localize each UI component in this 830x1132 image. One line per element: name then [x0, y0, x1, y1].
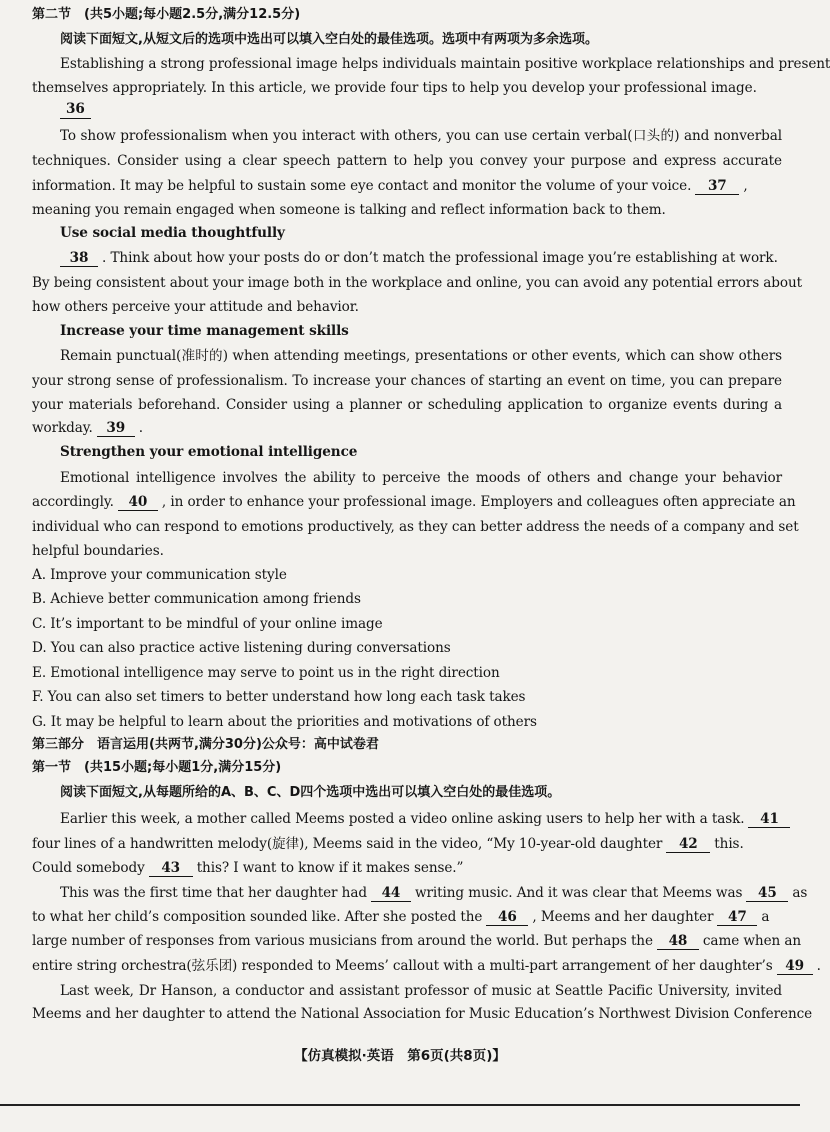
- blank-44: 44: [371, 886, 411, 902]
- bottom-rule: [0, 1104, 800, 1106]
- option-a: A. Improve your communication style: [32, 567, 287, 583]
- blank-47: 47: [717, 910, 757, 926]
- option-c: C. It’s important to be mindful of your online image: [32, 616, 383, 632]
- blank-45: 45: [746, 886, 788, 902]
- option-g: G. It may be helpful to learn about the priorities and motivations of others: [32, 714, 537, 730]
- para-line: Last week, Dr Hanson, a conductor and assistant professor of music at Seattle Pacific University, invited: [60, 983, 782, 999]
- para-line: By being consistent about your image both in the workplace and online, you can avoid any potential errors about: [32, 275, 803, 291]
- text: entire string orchestra(弦乐团) responded to Meems’ callout with a multi-part arrangement of her daughter’s: [32, 958, 773, 974]
- subheading: Strengthen your emotional intelligence: [60, 444, 358, 460]
- text: to what her child’s composition sounded like. After she posted the: [32, 909, 483, 925]
- text: this.: [714, 836, 744, 852]
- section-instruction: 阅读下面短文,从短文后的选项中选出可以填入空白处的最佳选项。选项中有两项为多余选项。: [60, 32, 598, 47]
- para-line: your strong sense of professionalism. To increase your chances of starting an event on time, you can prepare: [32, 373, 782, 389]
- text: This was the first time that her daughter had: [60, 885, 367, 901]
- para-line: Emotional intelligence involves the ability to perceive the moods of others and change your behavior: [60, 470, 782, 486]
- para-line: your materials beforehand. Consider using a planner or scheduling application to organize events during a: [32, 397, 782, 413]
- para-line: techniques. Consider using a clear speech pattern to help you convey your purpose and express accurate: [32, 153, 782, 169]
- para-line: helpful boundaries.: [32, 543, 164, 559]
- para-line: information. It may be helpful to sustain some eye contact and monitor the volume of your voice. 37 ,: [32, 178, 748, 194]
- para-line: Remain punctual(准时的) when attending meetings, presentations or other events, which can show others: [60, 348, 782, 364]
- subheading: Increase your time management skills: [60, 323, 349, 339]
- text: Could somebody: [32, 860, 145, 876]
- para-line: Meems and her daughter to attend the National Association for Music Education’s Northwest Division Conference: [32, 1006, 813, 1022]
- text: accordingly.: [32, 494, 114, 510]
- blank-39: 39: [97, 421, 135, 437]
- para-line: workday. 39 .: [32, 420, 143, 436]
- blank-41: 41: [748, 812, 790, 828]
- heading-blank-36: [60, 100, 782, 119]
- text: workday.: [32, 420, 93, 436]
- blank-38: 38: [60, 251, 98, 267]
- para-line: [60, 249, 782, 267]
- para-line: individual who can respond to emotions productively, as they can better address the needs of a company and set: [32, 519, 799, 535]
- para-line: [32, 908, 782, 926]
- intro-line: themselves appropriately. In this article, we provide four tips to help you develop your professional image.: [32, 80, 757, 96]
- text: large number of responses from various musicians from around the world. But perhaps the: [32, 933, 653, 949]
- blank-37: 37: [695, 179, 739, 195]
- section-instruction: 阅读下面短文,从每题所给的A、B、C、D四个选项中选出可以填入空白处的最佳选项。: [60, 785, 561, 800]
- text: Earlier this week, a mother called Meems posted a video online asking users to help her with a task.: [60, 811, 745, 827]
- blank-49: 49: [777, 959, 813, 975]
- text: , Meems and her daughter: [532, 909, 714, 925]
- text: a: [761, 909, 770, 925]
- part-header: 第三部分 语言运用(共两节,满分30分)公众号：高中试卷君: [32, 737, 379, 752]
- subheading: Use social media thoughtfully: [60, 225, 285, 241]
- para-line: To show professionalism when you interact with others, you can use certain verbal(口头的) and nonverbal: [60, 128, 782, 144]
- blank-36: 36: [60, 100, 91, 119]
- blank-43: 43: [149, 861, 193, 877]
- blank-48: 48: [657, 934, 699, 950]
- para-line: entire string orchestra(弦乐团) responded to Meems’ callout with a multi-part arrangement of her daughter’s 49 .: [32, 958, 821, 974]
- para-line: [32, 835, 782, 853]
- option-b: B. Achieve better communication among friends: [32, 591, 361, 607]
- section-header: 第一节 (共15小题;每小题1分,满分15分): [32, 760, 282, 775]
- para-line: [32, 932, 802, 950]
- text: four lines of a handwritten melody(旋律), Meems said in the video, “My 10-year-old daughter: [32, 836, 663, 852]
- blank-40: 40: [118, 495, 158, 511]
- blank-42: 42: [666, 837, 710, 853]
- para-line: [60, 884, 808, 902]
- text: as: [792, 885, 808, 901]
- para-line: [60, 810, 782, 828]
- text: information. It may be helpful to sustain some eye contact and monitor the volume of your voice.: [32, 178, 692, 194]
- text: , in order to enhance your professional image. Employers and colleagues often appreciate an: [161, 494, 796, 510]
- text: . Think about how your posts do or don’t match the professional image you’re establishing at work.: [102, 250, 778, 266]
- page-footer: 【仿真模拟·英语 第6页(共8页)】: [294, 1048, 506, 1064]
- para-line: [32, 493, 796, 511]
- section-header: 第二节 (共5小题;每小题2.5分,满分12.5分): [32, 7, 301, 22]
- text: this? I want to know if it makes sense.”: [196, 860, 464, 876]
- text: came when an: [702, 933, 802, 949]
- para-line: meaning you remain engaged when someone is talking and reflect information back to them.: [32, 202, 666, 218]
- intro-line: Establishing a strong professional image helps individuals maintain positive workplace relationships and present: [60, 56, 830, 72]
- option-e: E. Emotional intelligence may serve to point us in the right direction: [32, 665, 500, 681]
- option-f: F. You can also set timers to better understand how long each task takes: [32, 689, 526, 705]
- blank-46: 46: [486, 910, 528, 926]
- text: writing music. And it was clear that Meems was: [414, 885, 743, 901]
- option-d: D. You can also practice active listening during conversations: [32, 640, 451, 656]
- para-line: how others perceive your attitude and behavior.: [32, 299, 359, 315]
- para-line: [32, 859, 782, 877]
